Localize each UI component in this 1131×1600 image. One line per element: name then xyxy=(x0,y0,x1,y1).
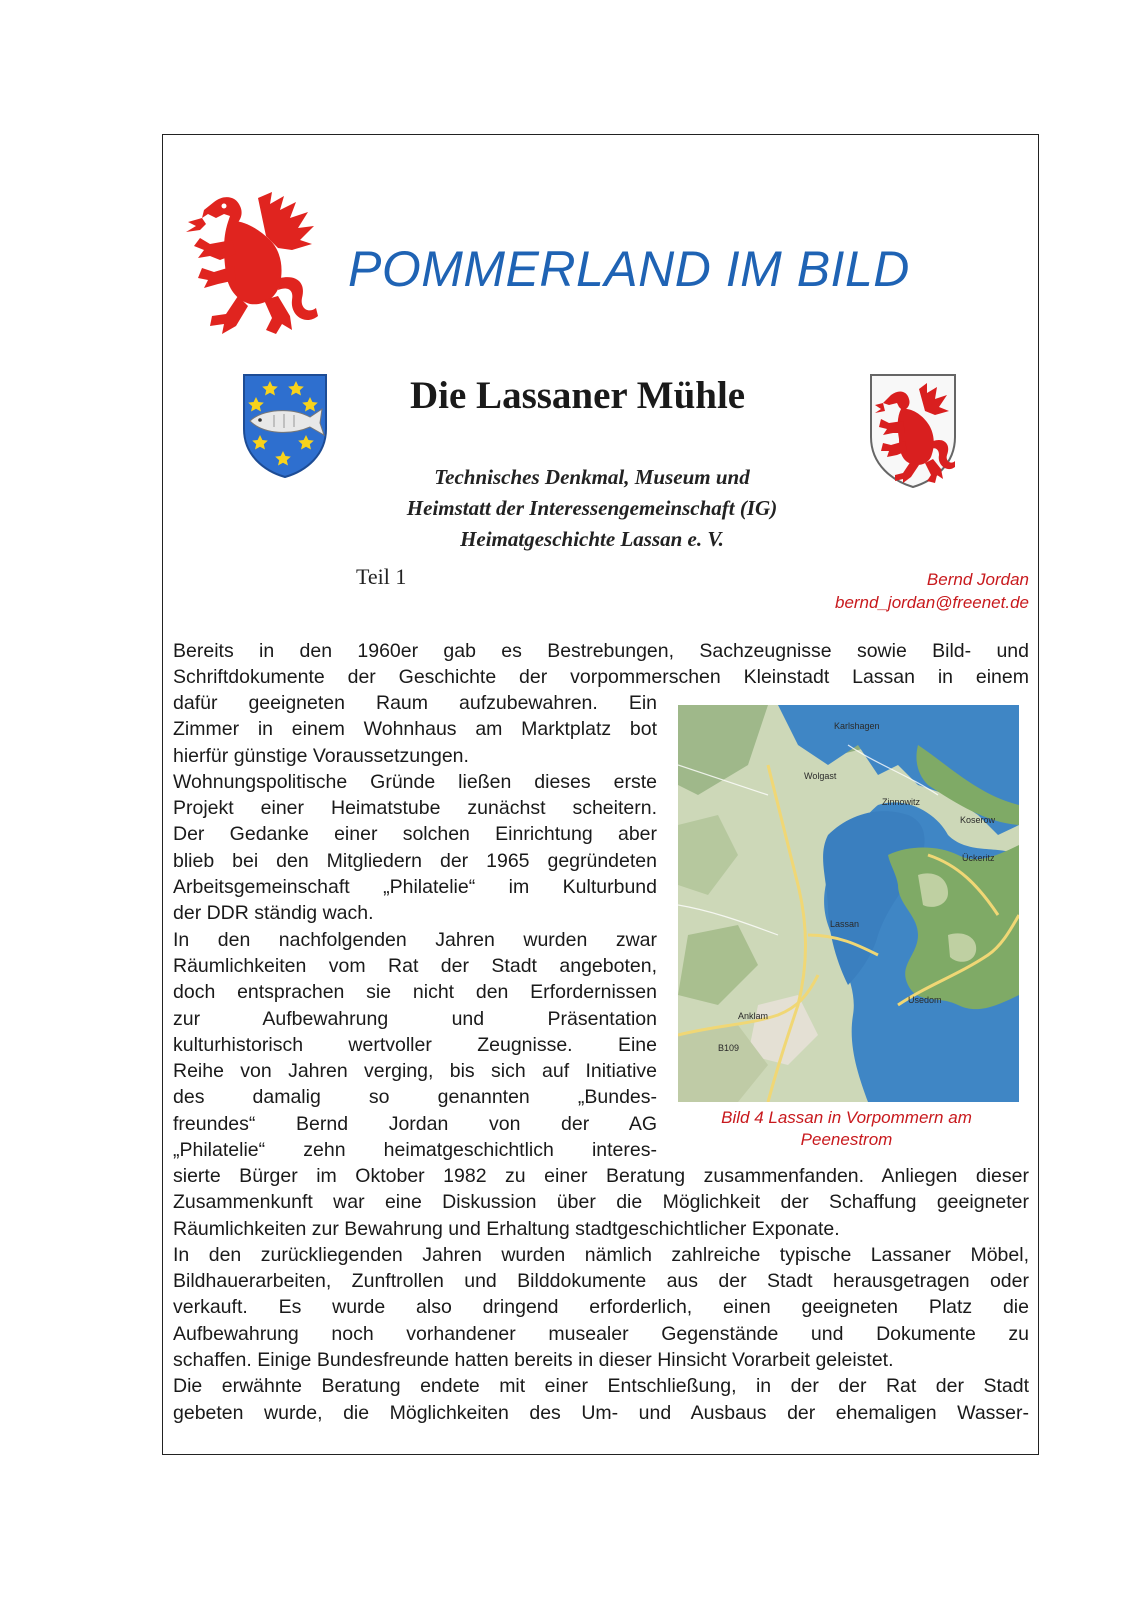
map-label: Karlshagen xyxy=(834,721,880,731)
text-line: gebeten wurde, die Möglichkeiten des Um- und Ausbaus der ehemaligen Wasser- xyxy=(173,1401,1029,1424)
text-line: hierfür günstige Voraussetzungen. xyxy=(173,744,469,767)
text-line: doch entsprachen sie nicht den Erfordernissen xyxy=(173,981,657,1004)
map-label: Wolgast xyxy=(804,771,837,781)
text-line: Der Gedanke einer solchen Einrichtung aber xyxy=(173,823,657,846)
author-name: Bernd Jordan xyxy=(926,570,1029,589)
text-line: Wohnungspolitische Gründe ließen dieses erste xyxy=(173,770,657,793)
map-label: Ückeritz xyxy=(962,853,995,863)
text-line: kulturhistorisch wertvoller Zeugnisse. Eine xyxy=(173,1033,657,1056)
subtitle-line: Heimatgeschichte Lassan e. V. xyxy=(460,527,724,551)
text-line: schaffen. Einige Bundesfreunde hatten bereits in dieser Hinsicht Vorarbeit geleistet. xyxy=(173,1349,894,1372)
griffin-icon xyxy=(180,188,320,348)
text-line: Bereits in den 1960er gab es Bestrebungen, Sachzeugnisse sowie Bild- und xyxy=(173,640,1029,662)
map-label: Lassan xyxy=(830,919,860,929)
text-line: des damalig so genannten „Bundes- xyxy=(173,1086,657,1109)
text-line: Schriftdokumente der Geschichte der vorpommerschen Kleinstadt Lassan in einem xyxy=(173,666,1029,689)
text-line: Die erwähnte Beratung endete mit einer Entschließung, in der der Rat der Stadt xyxy=(173,1375,1029,1398)
left-column-text xyxy=(173,690,657,1163)
main-paragraph xyxy=(173,1163,1029,1426)
text-line: blieb bei den Mitgliedern der 1965 gegründeten xyxy=(173,849,657,872)
text-line: Projekt einer Heimatstube zunächst scheitern. xyxy=(173,797,657,820)
text-line: In den zurückliegenden Jahren wurden nämlich zahlreiche typische Lassaner Möbel, xyxy=(173,1243,1029,1266)
text-line: Räumlichkeiten zur Bewahrung und Erhaltung stadtgeschichtlicher Exponate. xyxy=(173,1217,840,1240)
text-line: Bildhauerarbeiten, Zunftrollen und Bilddokumente aus der Stadt herausgetragen oder xyxy=(173,1270,1029,1293)
map-label: Koserow xyxy=(960,815,996,825)
intro-paragraph xyxy=(173,638,1029,691)
text-line: der DDR ständig wach. xyxy=(173,902,374,925)
text-line: Arbeitsgemeinschaft „Philatelie“ im Kulturbund xyxy=(173,876,657,899)
map-label: Usedom xyxy=(908,995,942,1005)
subtitle-line: Technisches Denkmal, Museum und xyxy=(434,465,750,489)
town-crest-icon xyxy=(240,371,330,479)
text-line: verkauft. Es wurde also dringend erforderlich, einen geeigneten Platz die xyxy=(173,1296,1029,1319)
caption-line: Bild 4 Lassan in Vorpommern am xyxy=(721,1108,972,1127)
text-line: In den nachfolgenden Jahren wurden zwar xyxy=(173,928,657,951)
text-line: sierte Bürger im Oktober 1982 zu einer Beratung zusammenfanden. Anliegen dieser xyxy=(173,1165,1029,1187)
text-line: Zusammenkunft war eine Diskussion über die Möglichkeit der Schaffung geeigneter xyxy=(173,1191,1029,1214)
subtitle-line: Heimstatt der Interessengemeinschaft (IG) xyxy=(406,496,778,520)
figure-caption xyxy=(675,1107,1018,1151)
article-heading: Die Lassaner Mühle xyxy=(410,374,746,417)
map-label: Zinnowitz xyxy=(882,797,921,807)
region-map xyxy=(678,705,1019,1102)
text-line: „Philatelie“ zehn heimatgeschichtlich interes- xyxy=(173,1139,657,1162)
caption-line: Peenestrom xyxy=(800,1130,893,1149)
text-line: Reihe von Jahren verging, bis sich auf Initiative xyxy=(173,1060,657,1083)
text-line: zur Aufbewahrung und Präsentation xyxy=(173,1007,657,1030)
page-title: POMMERLAND IM BILD xyxy=(348,241,910,297)
part-label: Teil 1 xyxy=(356,564,407,589)
map-label: B109 xyxy=(718,1043,740,1053)
author-email[interactable]: bernd_jordan@freenet.de xyxy=(834,593,1029,612)
map-label: Anklam xyxy=(738,1011,769,1021)
pomerania-crest-icon xyxy=(867,371,959,489)
article-subtitle xyxy=(374,462,810,555)
text-line: dafür geeigneten Raum aufzubewahren. Ein xyxy=(173,692,657,714)
author-block xyxy=(835,568,1029,614)
text-line: Aufbewahrung noch vorhandener musealer Gegenstände und Dokumente zu xyxy=(173,1322,1029,1345)
text-line: freundes“ Bernd Jordan von der AG xyxy=(173,1112,657,1135)
text-line: Zimmer in einem Wohnhaus am Marktplatz bot xyxy=(173,718,657,741)
text-line: Räumlichkeiten vom Rat der Stadt angeboten, xyxy=(173,954,657,977)
